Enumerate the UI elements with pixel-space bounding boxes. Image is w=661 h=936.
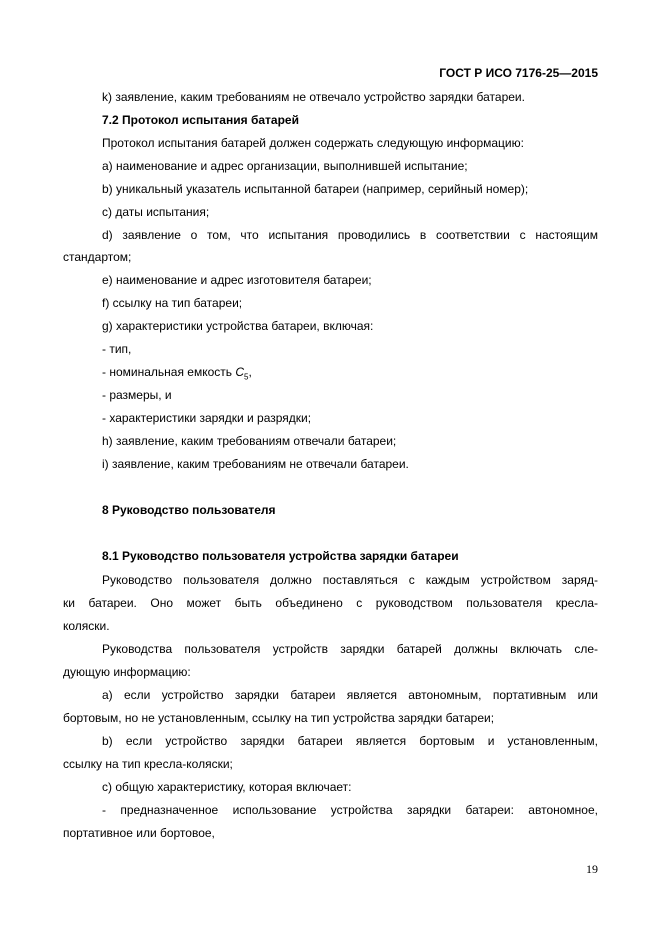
paragraph-line: коляски. xyxy=(63,619,110,633)
section-heading-8: 8 Руководство пользователя xyxy=(102,503,276,517)
document-header: ГОСТ Р ИСО 7176-25—2015 xyxy=(439,66,598,80)
item-k: k) заявление, каким требованиям не отвечало устройство зарядки батареи. xyxy=(102,90,525,104)
list-item-d: d) заявление о том, что испытания проводились в соответствии с настоящим xyxy=(102,228,598,242)
sub-item-purpose-continued: портативное или бортовое, xyxy=(63,826,215,840)
sub-item-type: - тип, xyxy=(102,342,132,356)
list-item-a-continued: бортовым, но не установленным, ссылку на тип устройства зарядки батареи; xyxy=(63,711,495,725)
capacity-subscript: 5 xyxy=(244,372,249,382)
sub-item-purpose: - предназначенное использование устройства зарядки батареи: автономное, xyxy=(102,803,598,817)
capacity-text: - номинальная емкость xyxy=(102,365,236,379)
section-heading-7-2: 7.2 Протокол испытания батарей xyxy=(102,113,299,127)
capacity-symbol: C xyxy=(235,365,245,379)
sub-item-dimensions: - размеры, и xyxy=(102,388,172,402)
list-item-d-continued: стандартом; xyxy=(63,250,132,264)
list-item-c: c) даты испытания; xyxy=(102,205,210,219)
list-item-a: a) наименование и адрес организации, выполнившей испытание; xyxy=(102,159,468,173)
list-item-g: g) характеристики устройства батареи, включая: xyxy=(102,319,374,333)
sub-item-charge: - характеристики зарядки и разрядки; xyxy=(102,411,312,425)
sub-item-capacity xyxy=(102,365,598,384)
paragraph-line: дующую информацию: xyxy=(63,665,191,679)
section-heading-8-1: 8.1 Руководство пользователя устройства зарядки батареи xyxy=(102,549,459,563)
paragraph-line: Руководства пользователя устройств зарядки батарей должны включать сле- xyxy=(102,642,598,656)
page-number: 19 xyxy=(586,862,598,876)
capacity-comma: , xyxy=(248,365,252,379)
list-item-f: f) ссылку на тип батареи; xyxy=(102,296,243,310)
list-item-b: b) если устройство зарядки батареи является бортовым и установленным, xyxy=(102,734,598,748)
list-item-i: i) заявление, каким требованиям не отвечали батареи. xyxy=(102,457,409,471)
paragraph-line: Руководство пользователя должно поставляться с каждым устройством заряд- xyxy=(102,573,598,587)
list-item-h: h) заявление, каким требованиям отвечали батареи; xyxy=(102,434,397,448)
list-item-b: b) уникальный указатель испытанной батареи (например, серийный номер); xyxy=(102,182,529,196)
list-item-a: a) если устройство зарядки батареи является автономным, портативным или xyxy=(102,688,598,702)
list-item-c: c) общую характеристику, которая включает: xyxy=(102,780,352,794)
list-item-e: e) наименование и адрес изготовителя батареи; xyxy=(102,273,372,287)
paragraph-line: Протокол испытания батарей должен содержать следующую информацию: xyxy=(102,136,524,150)
list-item-b-continued: ссылку на тип кресла-коляски; xyxy=(63,757,233,771)
paragraph-line: ки батареи. Оно может быть объединено с руководством пользователя кресла- xyxy=(63,596,598,610)
